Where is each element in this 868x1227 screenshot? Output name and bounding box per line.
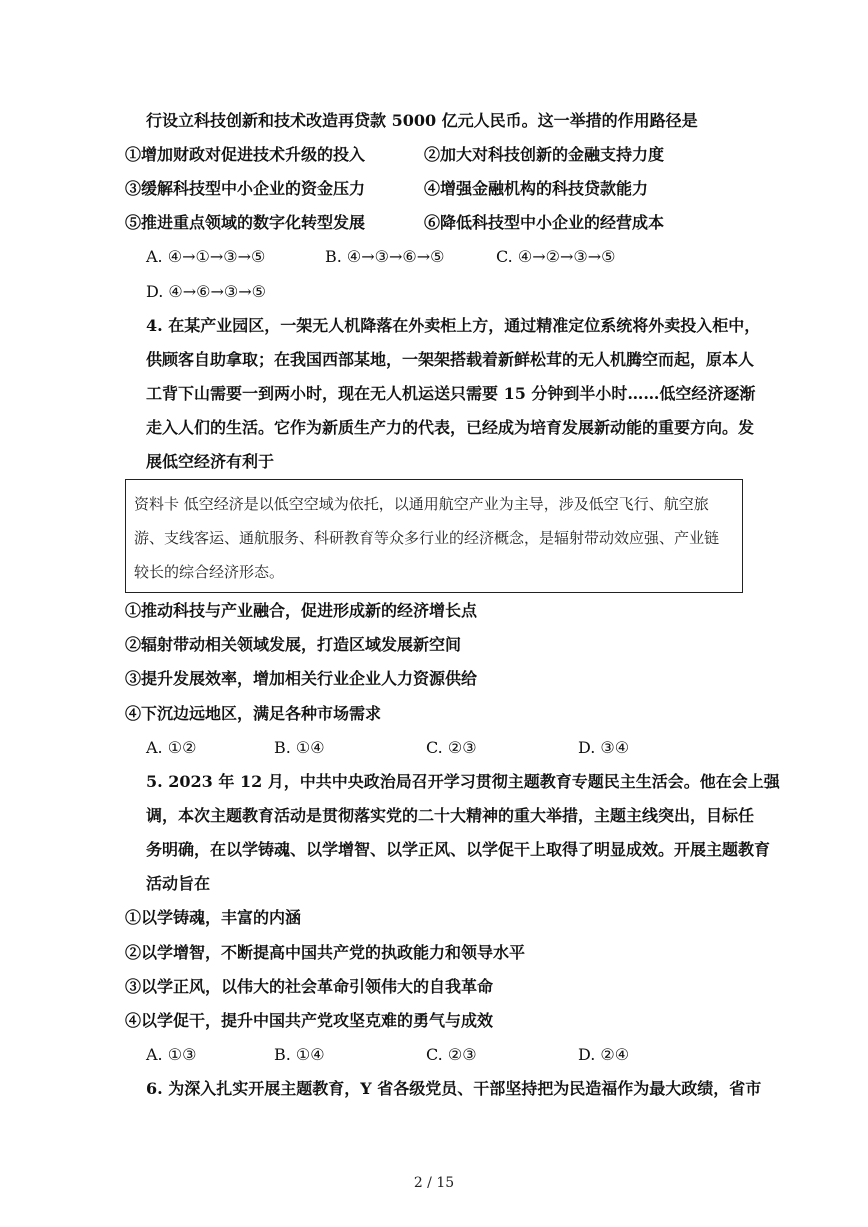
q4-item-1: ①推动科技与产业融合，促进形成新的经济增长点: [125, 601, 478, 620]
q4-stem-line-5: 展低空经济有利于: [146, 452, 275, 471]
q3-item-3: ③缓解科技型中小企业的资金压力: [125, 179, 366, 198]
q3-item-1: ①增加财政对促进技术升级的投入: [125, 145, 366, 164]
q3-item-5: ⑤推进重点领域的数字化转型发展: [125, 213, 366, 232]
q3-item-6: ⑥降低科技型中小企业的经营成本: [424, 213, 665, 232]
info-card: [125, 479, 743, 593]
q3-choice-d: D. ④→⑥→③→⑤: [146, 282, 267, 301]
q5-item-2: ②以学增智，不断提高中国共产党的执政能力和领导水平: [125, 943, 526, 962]
page-number: 2 / 15: [413, 1175, 455, 1191]
q5-item-1: ①以学铸魂，丰富的内涵: [125, 908, 302, 927]
q4-stem-line-3: 工背下山需要一到两小时，现在无人机运送只需要 15 分钟到半小时……低空经济逐渐: [146, 384, 756, 403]
q4-choice-d: D. ③④: [578, 738, 630, 757]
q4-item-3: ③提升发展效率，增加相关行业企业人力资源供给: [125, 669, 478, 688]
q3-choice-c: C. ④→②→③→⑤: [496, 247, 616, 266]
q5-item-3: ③以学正风，以伟大的社会革命引领伟大的自我革命: [125, 977, 494, 996]
q4-choice-a: A. ①②: [146, 738, 197, 757]
q3-stem-tail: 行设立科技创新和技术改造再贷款 5000 亿元人民币。这一举措的作用路径是: [146, 111, 698, 130]
q5-choice-d: D. ②④: [578, 1045, 630, 1064]
q5-stem-line-2: 调，本次主题教育活动是贯彻落实党的二十大精神的重大举措，主题主线突出，目标任: [146, 806, 755, 825]
q4-stem-line-1: 4. 在某产业园区，一架无人机降落在外卖柜上方，通过精准定位系统将外卖投入柜中，: [146, 316, 761, 335]
info-card-line-1: 资料卡 低空经济是以低空空域为依托，以通用航空产业为主导，涉及低空飞行、航空旅: [134, 495, 709, 513]
q5-choice-a: A. ①③: [146, 1045, 197, 1064]
q3-item-2: ②加大对科技创新的金融支持力度: [424, 145, 665, 164]
q5-choice-c: C. ②③: [426, 1045, 477, 1064]
info-card-line-3: 较长的综合经济形态。: [134, 563, 285, 581]
q5-stem-line-3: 务明确，在以学铸魂、以学增智、以学正风、以学促干上取得了明显成效。开展主题教育: [146, 840, 771, 859]
q6-stem-line-1: 6. 为深入扎实开展主题教育，Y 省各级党员、干部坚持把为民造福作为最大政绩，省市: [146, 1079, 762, 1098]
q3-choice-b: B. ④→③→⑥→⑤: [325, 247, 445, 266]
q5-stem-line-1: 5. 2023 年 12 月，中共中央政治局召开学习贯彻主题教育专题民主生活会。他在会上强: [146, 772, 780, 791]
info-card-line-2: 游、支线客运、通航服务、科研教育等众多行业的经济概念，是辐射带动效应强、产业链: [134, 529, 720, 547]
q4-stem-line-2: 供顾客自助拿取；在我国西部某地，一架架搭载着新鲜松茸的无人机腾空而起，原本人: [146, 350, 755, 369]
q3-item-4: ④增强金融机构的科技贷款能力: [424, 179, 649, 198]
q4-choice-b: B. ①④: [274, 738, 325, 757]
q3-choice-a: A. ④→①→③→⑤: [146, 247, 266, 266]
q4-item-4: ④下沉边远地区，满足各种市场需求: [125, 704, 382, 723]
q5-stem-line-4: 活动旨在: [146, 874, 211, 893]
q4-choice-c: C. ②③: [426, 738, 477, 757]
q4-item-2: ②辐射带动相关领域发展，打造区域发展新空间: [125, 635, 462, 654]
q4-stem-line-4: 走入人们的生活。它作为新质生产力的代表，已经成为培育发展新动能的重要方向。发: [146, 418, 755, 437]
q5-item-4: ④以学促干，提升中国共产党攻坚克难的勇气与成效: [125, 1011, 494, 1030]
q5-choice-b: B. ①④: [274, 1045, 325, 1064]
